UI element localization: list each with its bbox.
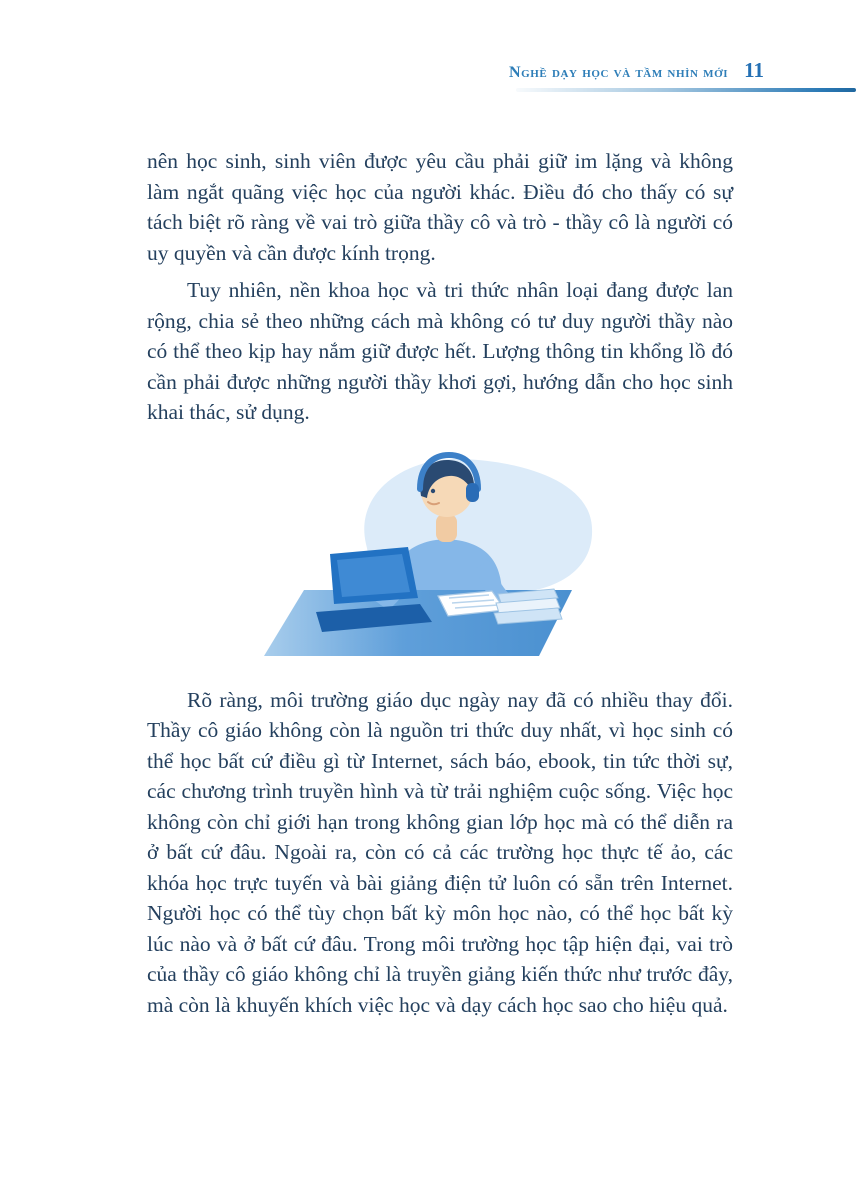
laptop-screen-inner xyxy=(337,554,410,597)
studying-illustration-svg xyxy=(258,444,598,659)
paragraph-3: Rõ ràng, môi trường giáo dục ngày nay đã có nhiều thay đổi. Thầy cô giáo không còn là nguồn tri thức duy nhất, vì học sinh có thể học bất cứ điều gì từ Internet, sách báo, ebook, tin tức thời sự, các chương trình truyền hình và từ trải nghiệm cuộc sống. Việc học không còn chỉ giới hạn trong không gian lớp học mà có thể diễn ra ở bất cứ đâu. Ngoài ra, còn có cả các trường học thực tế ảo, các khóa học trực tuyến và bài giảng điện tử luôn có sẵn trên Internet. Người học có thể tùy chọn bất kỳ môn học nào, có thể học bất kỳ lúc nào và ở bất cứ đâu. Trong môi trường học tập hiện đại, vai trò của thầy cô giáo không chỉ là truyền giảng kiến thức như trước đây, mà còn là khuyến khích việc học và dạy cách học sao cho hiệu quả. xyxy=(147,687,733,1017)
header-text-row xyxy=(437,58,857,83)
header-rule xyxy=(516,88,856,92)
books-stack xyxy=(494,589,562,624)
running-title: Nghề dạy học và tầm nhìn mới xyxy=(508,64,729,81)
page-header xyxy=(437,58,857,92)
studying-illustration xyxy=(258,444,598,659)
page-content xyxy=(147,146,733,1027)
paragraph-1: nên học sinh, sinh viên được yêu cầu phải giữ im lặng và không làm ngắt quãng việc học của người khác. Điều đó cho thấy có sự tách biệt rõ ràng về vai trò giữa thầy cô và trò - thầy cô là người có uy quyền và cần được kính trọng. xyxy=(147,149,733,265)
person-neck xyxy=(436,514,457,542)
page-number: 11 xyxy=(744,58,764,82)
person-eye xyxy=(431,488,435,492)
paragraph-2: Tuy nhiên, nền khoa học và tri thức nhân loại đang được lan rộng, chia sẻ theo những cách mà không có tư duy người thầy nào có thể theo kịp hay nắm giữ được hết. Lượng thông tin khổng lồ đó cần phải được những người thầy khơi gợi, hướng dẫn cho học sinh khai thác, sử dụng. xyxy=(147,278,733,424)
headphones-ear-cup xyxy=(466,483,479,502)
